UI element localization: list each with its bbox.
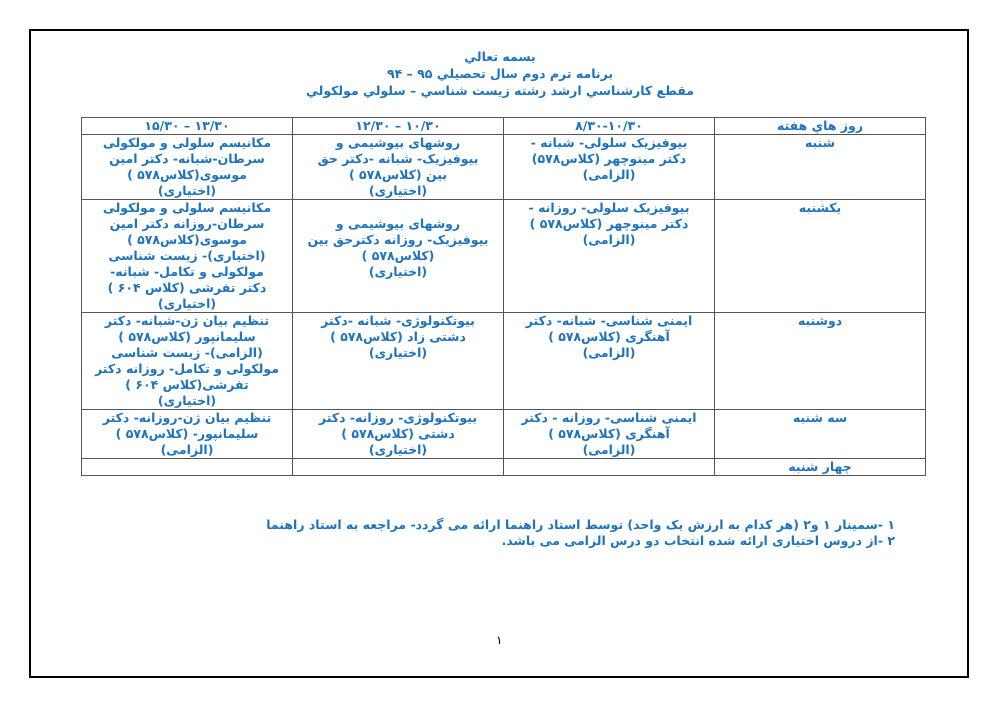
document-heading	[0, 48, 1000, 99]
table-row	[82, 200, 926, 313]
table-header-row	[82, 118, 926, 135]
footnote-2: ۲ -از دروس اختیاری ارائه شده انتخاب دو درس الزامی می باشد.	[501, 533, 895, 548]
heading-line-1: بسمه تعالي	[464, 49, 536, 64]
slot-cell: بيوفيزيک سلولی- شبانه - دکتر مینوچهر (کلاس۵۷۸) (الزامی)	[504, 135, 715, 200]
table-row	[82, 135, 926, 200]
header-slot-2: ۱۰/۳۰ – ۱۲/۳۰	[293, 118, 504, 135]
header-slot-3: ۱۳/۳۰ – ۱۵/۳۰	[82, 118, 293, 135]
day-cell: يکشنبه	[715, 200, 926, 313]
slot-cell	[82, 459, 293, 476]
slot-cell: مکانیسم سلولی و مولکولی سرطان-روزانه دکتر امین موسوی(کلاس۵۷۸ ) (اختیاری)- زیست شناسی مولکولی و تکامل- شبانه- دکتر تفرشی (کلاس ۶۰۴ ) (اختیاری)	[82, 200, 293, 313]
slot-cell: بیوتکنولوژی- شبانه -دکتر دشتی زاد (کلاس۵۷۸ ) (اختیاری)	[293, 313, 504, 410]
day-cell: شنبه	[715, 135, 926, 200]
slot-cell	[504, 459, 715, 476]
slot-cell: بیوتکنولوژی- روزانه- دکتر دشتی (کلاس۵۷۸ ) (اختیاری)	[293, 410, 504, 459]
footnotes	[135, 517, 895, 549]
day-cell: سه شنبه	[715, 410, 926, 459]
header-slot-1: ۸/۳۰-۱۰/۳۰	[504, 118, 715, 135]
slot-cell: تنظیم بیان ژن-شبانه- دکتر سلیمانپور (کلاس۵۷۸ ) (الزامی)- زیست شناسی مولکولی و تکامل- روزانه دکتر تفرشی(کلاس ۶۰۴ ) (اختیاری)	[82, 313, 293, 410]
day-cell: دوشنبه	[715, 313, 926, 410]
slot-cell	[293, 459, 504, 476]
page-number: ۱	[496, 633, 503, 647]
heading-line-2: برنامه ترم دوم سال تحصيلي ۹۵ – ۹۴	[386, 66, 614, 81]
table-row	[82, 313, 926, 410]
schedule-table	[81, 117, 926, 476]
footnote-1: ۱ -سمینار ۱ و۲ (هر کدام به ارزش یک واحد) توسط استاد راهنما ارائه می گردد- مراجعه به استاد راهنما	[266, 517, 895, 532]
table-row	[82, 410, 926, 459]
slot-cell: مکانیسم سلولی و مولکولی سرطان-شبانه- دکتر امین موسوی(کلاس۵۷۸ ) (اختیاری)	[82, 135, 293, 200]
heading-line-3: مقطع کارشناسي ارشد رشته زيست شناسي – سلولي مولکولي	[305, 83, 695, 98]
slot-cell: روشهای بیوشیمی و بیوفیزیک- روزانه دکترحق بین (کلاس۵۷۸ ) (اختیاری)	[293, 200, 504, 313]
slot-cell: تنظیم بیان ژن-روزانه- دکتر سلیمانپور- (کلاس۵۷۸ ) (الزامی)	[82, 410, 293, 459]
header-days: روز هاي هفته	[715, 118, 926, 135]
slot-cell: ایمنی شناسی- روزانه - دکتر آهنگری (کلاس۵۷۸ ) (الزامی)	[504, 410, 715, 459]
slot-cell: بيوفيزيک سلولی- روزانه - دکتر مینوچهر (کلاس۵۷۸ ) (الزامی)	[504, 200, 715, 313]
table-row	[82, 459, 926, 476]
slot-cell: روشهای بیوشیمی و بیوفیزیک- شبانه -دکتر حق بین (کلاس۵۷۸ ) (اختیاری)	[293, 135, 504, 200]
slot-cell: ایمنی شناسی- شبانه- دکتر آهنگری (کلاس۵۷۸ ) (الزامی)	[504, 313, 715, 410]
day-cell: چهار شنبه	[715, 459, 926, 476]
